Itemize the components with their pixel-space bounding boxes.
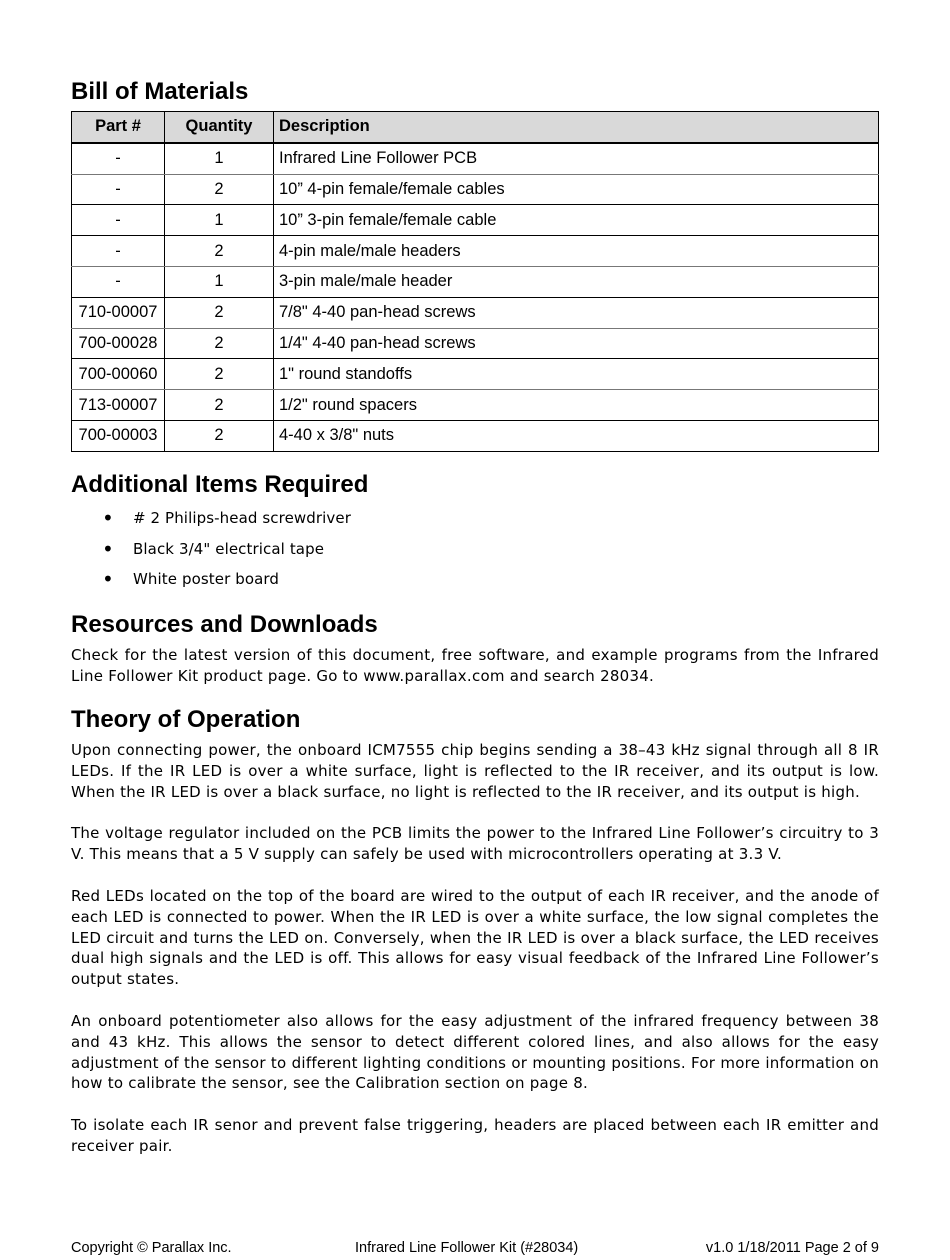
footer-version: v1.0 1/18/2011 Page 2 of 9 xyxy=(705,1240,879,1256)
description-cell: 3-pin male/male header xyxy=(274,266,879,297)
description-cell: 10” 4-pin female/female cables xyxy=(274,174,879,205)
table-row xyxy=(72,174,879,205)
footer-title: Infrared Line Follower Kit (#28034) xyxy=(355,1240,579,1256)
theory-paragraph: Red LEDs located on the top of the board are wired to the output of each IR receiver, and the anode of each LED is connected to power. When the IR LED is over a white surface, the low signal completes the LED circuit and turns the LED on. Conversely, when the IR LED is over a black surface, the LED receives dual high signals and the LED is off. This allows for easy visual feedback of the Infrared Line Follower’s output states. xyxy=(71,887,879,989)
table-row xyxy=(72,359,879,390)
part-number-cell: 700-00060 xyxy=(72,359,165,390)
list-item xyxy=(71,506,351,540)
description-cell: 4-40 x 3/8" nuts xyxy=(274,420,879,451)
description-cell: Infrared Line Follower PCB xyxy=(274,143,879,174)
theory-paragraph: An onboard potentiometer also allows for the easy adjustment of the infrared frequency between 38 and 43 kHz. This allows the sensor to detect different colored lines, and also allows for the easy adjustment of the sensor to different lighting conditions or mounting positions. For more information on how to calibrate the sensor, see the Calibration section on page 8. xyxy=(71,1012,879,1093)
table-row xyxy=(72,266,879,297)
quantity-cell: 2 xyxy=(165,174,274,205)
bullet-icon: • xyxy=(102,567,114,591)
description-cell: 4-pin male/male headers xyxy=(274,236,879,267)
part-number-cell: - xyxy=(72,236,165,267)
part-number-cell: - xyxy=(72,266,165,297)
column-header-part: Part # xyxy=(72,112,165,143)
resources-paragraph: Check for the latest version of this document, free software, and example programs from the Infrared Line Follower Kit product page. Go to www.parallax.com and search 28034. xyxy=(71,646,879,685)
part-number-cell: 700-00003 xyxy=(72,420,165,451)
quantity-cell: 2 xyxy=(165,390,274,421)
description-cell: 10” 3-pin female/female cable xyxy=(274,205,879,236)
table-row xyxy=(72,236,879,267)
quantity-cell: 2 xyxy=(165,297,274,328)
theory-heading: Theory of Operation xyxy=(71,706,301,733)
column-header-quantity: Quantity xyxy=(165,112,274,143)
description-cell: 1" round standoffs xyxy=(274,359,879,390)
theory-paragraph: The voltage regulator included on the PCB limits the power to the Infrared Line Follower’s circuitry to 3 V. This means that a 5 V supply can safely be used with microcontrollers operating at 3.3 V. xyxy=(71,824,879,863)
table-header-row xyxy=(72,112,879,143)
quantity-cell: 1 xyxy=(165,266,274,297)
part-number-cell: 700-00028 xyxy=(72,328,165,359)
list-item-text: # 2 Philips-head screwdriver xyxy=(133,509,351,527)
table-row xyxy=(72,297,879,328)
quantity-cell: 2 xyxy=(165,359,274,390)
quantity-cell: 1 xyxy=(165,143,274,174)
quantity-cell: 2 xyxy=(165,420,274,451)
list-item-text: Black 3/4" electrical tape xyxy=(133,539,325,558)
bullet-icon: • xyxy=(102,536,114,561)
table-row xyxy=(72,390,879,421)
description-cell: 1/2" round spacers xyxy=(274,390,879,421)
quantity-cell: 2 xyxy=(165,236,274,267)
part-number-cell: - xyxy=(72,205,165,236)
part-number-cell: 713-00007 xyxy=(72,390,165,421)
part-number-cell: - xyxy=(72,143,165,174)
list-item xyxy=(71,536,351,571)
additional-items-list xyxy=(71,506,351,601)
table-row xyxy=(72,143,879,174)
list-item-text: White poster board xyxy=(133,570,280,588)
column-header-description: Description xyxy=(274,112,879,143)
resources-heading: Resources and Downloads xyxy=(71,611,378,638)
quantity-cell: 2 xyxy=(165,328,274,359)
additional-items-heading: Additional Items Required xyxy=(71,471,369,498)
footer-copyright: Copyright © Parallax Inc. xyxy=(71,1240,232,1256)
bill-of-materials-heading: Bill of Materials xyxy=(71,78,249,105)
theory-paragraph: To isolate each IR senor and prevent false triggering, headers are placed between each IR emitter and receiver pair. xyxy=(71,1116,879,1155)
table-row xyxy=(72,205,879,236)
quantity-cell: 1 xyxy=(165,205,274,236)
description-cell: 7/8" 4-40 pan-head screws xyxy=(274,297,879,328)
list-item xyxy=(71,567,351,601)
description-cell: 1/4" 4-40 pan-head screws xyxy=(274,328,879,359)
theory-paragraph: Upon connecting power, the onboard ICM7555 chip begins sending a 38–43 kHz signal through all 8 IR LEDs. If the IR LED is over a white surface, light is reflected to the IR receiver, and its output is low. When the IR LED is over a black surface, no light is reflected to the IR receiver, and its output is high. xyxy=(71,741,879,801)
part-number-cell: - xyxy=(72,174,165,205)
part-number-cell: 710-00007 xyxy=(72,297,165,328)
table-row xyxy=(72,420,879,451)
bill-of-materials-table xyxy=(71,111,879,452)
table-row xyxy=(72,328,879,359)
bullet-icon: • xyxy=(102,506,114,530)
